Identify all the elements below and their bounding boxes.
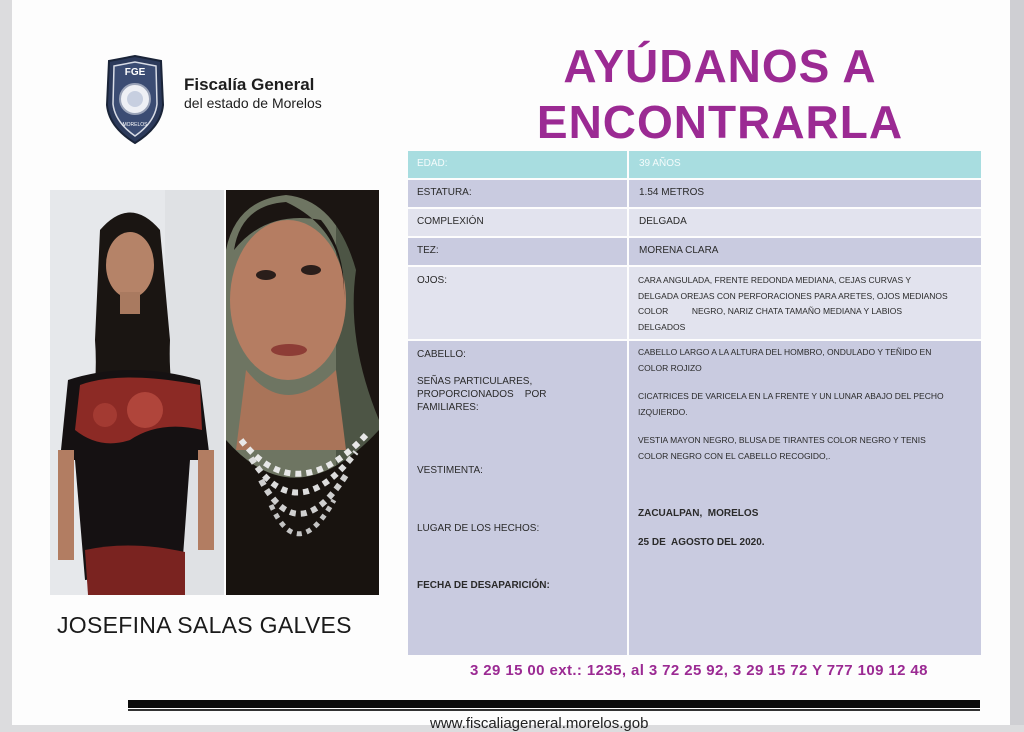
value-cabello: CABELLO LARGO A LA ALTURA DEL HOMBRO, ONDULADO Y TEÑIDO EN COLOR ROJIZO: [638, 347, 932, 373]
person-name: JOSEFINA SALAS GALVES: [57, 612, 352, 638]
label-tez: TEZ:: [417, 245, 439, 256]
value-vestimenta: VESTIA MAYON NEGRO, BLUSA DE TIRANTES COLOR NEGRO Y TENIS COLOR NEGRO CON EL CABELLO RECOGIDO,.: [638, 435, 926, 461]
table-row-estatura: [408, 180, 981, 207]
table-row-edad: [408, 151, 981, 178]
label-complexion: COMPLEXIÓN: [417, 216, 484, 227]
label-estatura: ESTATURA:: [417, 187, 472, 198]
table-block-details: [408, 341, 981, 655]
value-senas: CICATRICES DE VARICELA EN LA FRENTE Y UN LUNAR ABAJO DEL PECHO IZQUIERDO.: [638, 391, 944, 417]
photo-portrait: [226, 190, 379, 595]
table-row-ojos: [408, 267, 981, 339]
contact-phones: 3 29 15 00 ext.: 1235, al 3 72 25 92, 3 29 15 72 Y 777 109 12 48: [470, 662, 928, 679]
badge-text: FGE: [124, 67, 146, 78]
value-fecha: 25 DE AGOSTO DEL 2020.: [638, 537, 765, 548]
badge-bottom-text: MORELOS: [122, 122, 148, 128]
table-row-complexion: [408, 209, 981, 236]
value-estatura: 1.54 METROS: [639, 187, 705, 198]
value-lugar: ZACUALPAN, MORELOS: [638, 508, 759, 519]
footer-divider-thin: [128, 709, 980, 711]
headline-line2: ENCONTRARLA: [536, 96, 904, 148]
value-ojos: CARA ANGULADA, FRENTE REDONDA MEDIANA, CEJAS CURVAS Y DELGADA OREJAS CON PERFORACIONES PARA ARETES, OJOS MEDIANOS COLOR NEGRO, NARIZ CHATA TAMAÑO MEDIANA Y LABIOS DELGADOS: [638, 275, 948, 332]
label-vestimenta: VESTIMENTA:: [417, 465, 483, 476]
footer-divider: [128, 700, 980, 708]
website-link[interactable]: www.fiscaliageneral.morelos.gob: [430, 715, 649, 732]
value-edad: 39 AÑOS: [639, 158, 681, 169]
table-row-tez: [408, 238, 981, 265]
agency-title: Fiscalía General: [184, 75, 315, 94]
headline: [470, 38, 970, 150]
page-edge: [1010, 0, 1024, 725]
fge-badge-icon: [101, 55, 169, 145]
value-complexion: DELGADA: [639, 216, 687, 227]
photo-full-body: [50, 190, 224, 595]
label-lugar: LUGAR DE LOS HECHOS:: [417, 523, 540, 534]
agency-subtitle: del estado de Morelos: [184, 95, 322, 111]
headline-line1: AYÚDANOS A: [563, 40, 877, 92]
label-ojos: OJOS:: [417, 275, 448, 286]
label-cabello: CABELLO:: [417, 349, 466, 360]
label-senas: SEÑAS PARTICULARES, PROPORCIONADOS POR FAMILIARES:: [417, 376, 547, 413]
label-edad: EDAD:: [417, 158, 448, 169]
value-tez: MORENA CLARA: [639, 245, 719, 256]
label-fecha: FECHA DE DESAPARICIÓN:: [417, 580, 550, 591]
